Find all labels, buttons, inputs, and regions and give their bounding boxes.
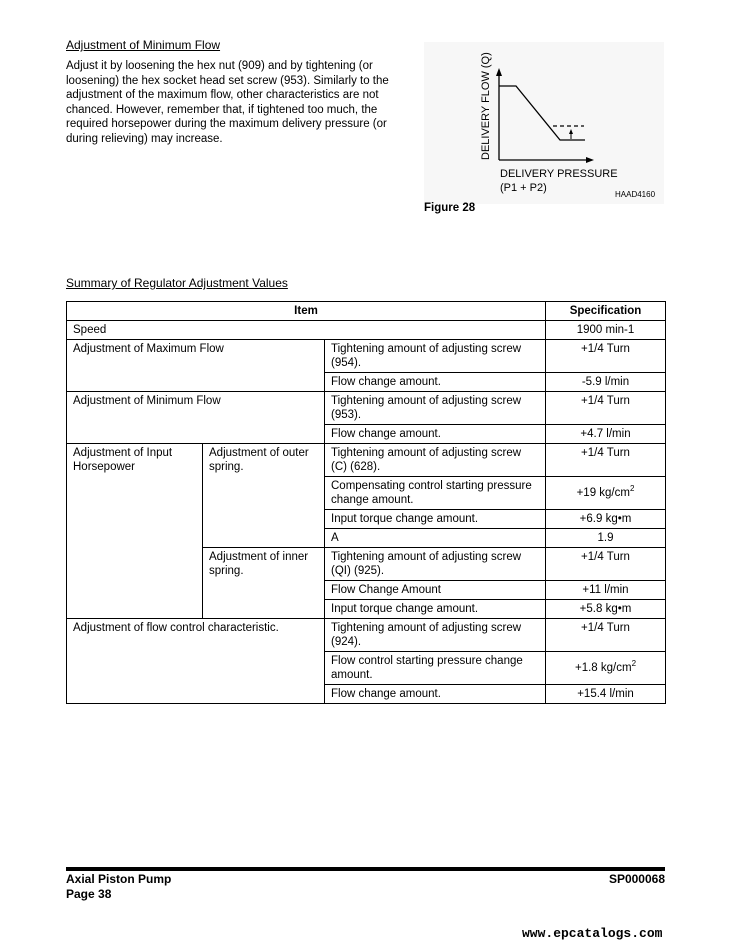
figure-28 (424, 42, 664, 204)
footer-title: Axial Piston Pump (66, 872, 172, 886)
y-axis-arrow (496, 68, 502, 76)
min-flow-r2-desc: Flow change amount. (325, 425, 546, 444)
y-axis-label: DELIVERY FLOW (Q) (480, 52, 492, 160)
watermark-link[interactable]: www.epcatalogs.com (522, 926, 663, 941)
table-header-row (67, 302, 666, 321)
min-flow-r1-value: +1/4 Turn (546, 392, 666, 425)
max-flow-r1-desc: Tightening amount of adjusting screw (954). (325, 340, 546, 373)
inner-r2-desc: Flow Change Amount (325, 581, 546, 600)
min-flow-r2-value: +4.7 l/min (546, 425, 666, 444)
outer-r2-unit-exponent: 2 (629, 484, 635, 494)
table-row (67, 321, 666, 340)
x-axis-label: DELIVERY PRESSURE (500, 168, 618, 180)
table-row (67, 392, 666, 425)
outer-r4-value: 1.9 (546, 529, 666, 548)
flow-ctrl-label: Adjustment of flow control characteristic. (67, 619, 325, 704)
regulator-adjustment-table (66, 301, 666, 704)
max-flow-r2-desc: Flow change amount. (325, 373, 546, 392)
min-flow-paragraph (66, 59, 407, 146)
paragraph-line: during relieving) may increase. (66, 132, 223, 145)
figure-caption: Figure 28 (424, 202, 476, 214)
header-item: Item (67, 302, 546, 321)
header-specification: Specification (546, 302, 666, 321)
adjust-arrow-head (569, 129, 573, 134)
outer-r1-value: +1/4 Turn (546, 444, 666, 477)
flow-ctrl-r3-value: +15.4 l/min (546, 685, 666, 704)
inner-r3-value: +5.8 kg•m (546, 600, 666, 619)
inner-r3-desc: Input torque change amount. (325, 600, 546, 619)
footer-page-number: Page 38 (66, 887, 112, 901)
paragraph-line: Adjust it by loosening the hex nut (909) and by tightening (or (66, 60, 373, 72)
flow-ctrl-r2-value-cell (546, 652, 666, 685)
x-axis-arrow (586, 157, 594, 163)
outer-spring-label: Adjustment of outer spring. (203, 444, 325, 548)
speed-value: 1900 min-1 (546, 321, 666, 340)
outer-r1-desc: Tightening amount of adjusting screw (C) (628). (325, 444, 546, 477)
section-heading-summary: Summary of Regulator Adjustment Values (66, 276, 288, 290)
max-flow-r2-value: -5.9 l/min (546, 373, 666, 392)
footer-rule (66, 867, 665, 871)
outer-r3-value: +6.9 kg•m (546, 510, 666, 529)
figure-code: HAAD4160 (615, 190, 656, 199)
input-hp-label: Adjustment of Input Horsepower (67, 444, 203, 619)
footer-doc-code: SP000068 (608, 872, 665, 886)
table-row (67, 444, 666, 477)
flow-ctrl-r3-desc: Flow change amount. (325, 685, 546, 704)
min-flow-r1-desc: Tightening amount of adjusting screw (953). (325, 392, 546, 425)
outer-r2-value-cell (546, 477, 666, 510)
inner-r1-desc: Tightening amount of adjusting screw (QI) (925). (325, 548, 546, 581)
max-flow-label: Adjustment of Maximum Flow (67, 340, 325, 392)
speed-label: Speed (67, 321, 546, 340)
outer-r4-desc: A (325, 529, 546, 548)
flow-ctrl-r2-unit-exponent: 2 (631, 659, 637, 669)
paragraph-line: chanced. However, remember that, if tightened too much, the (66, 103, 378, 116)
flow-ctrl-r2-desc: Flow control starting pressure change amount. (325, 652, 546, 685)
table-row (67, 619, 666, 652)
flow-ctrl-r1-value: +1/4 Turn (546, 619, 666, 652)
inner-r1-value: +1/4 Turn (546, 548, 666, 581)
table-row (67, 340, 666, 373)
inner-spring-label: Adjustment of inner spring. (203, 548, 325, 619)
inner-r2-value: +11 l/min (546, 581, 666, 600)
paragraph-line: adjustment of the maximum flow, other characteristics are not (66, 89, 379, 101)
outer-r2-desc: Compensating control starting pressure change amount. (325, 477, 546, 510)
flow-ctrl-r2-value: +1.8 kg/cm (574, 662, 632, 674)
x-axis-sublabel: (P1 + P2) (500, 182, 547, 194)
outer-r2-value: +19 kg/cm (576, 487, 630, 499)
paragraph-line: loosening) the hex socket head set screw (953). Similarly to the (66, 74, 389, 87)
section-heading-min-flow: Adjustment of Minimum Flow (66, 38, 221, 52)
outer-r3-desc: Input torque change amount. (325, 510, 546, 529)
flow-ctrl-r1-desc: Tightening amount of adjusting screw (924). (325, 619, 546, 652)
paragraph-line: required horsepower during the maximum delivery pressure (or (66, 118, 387, 130)
max-flow-r1-value: +1/4 Turn (546, 340, 666, 373)
min-flow-label: Adjustment of Minimum Flow (67, 392, 325, 444)
